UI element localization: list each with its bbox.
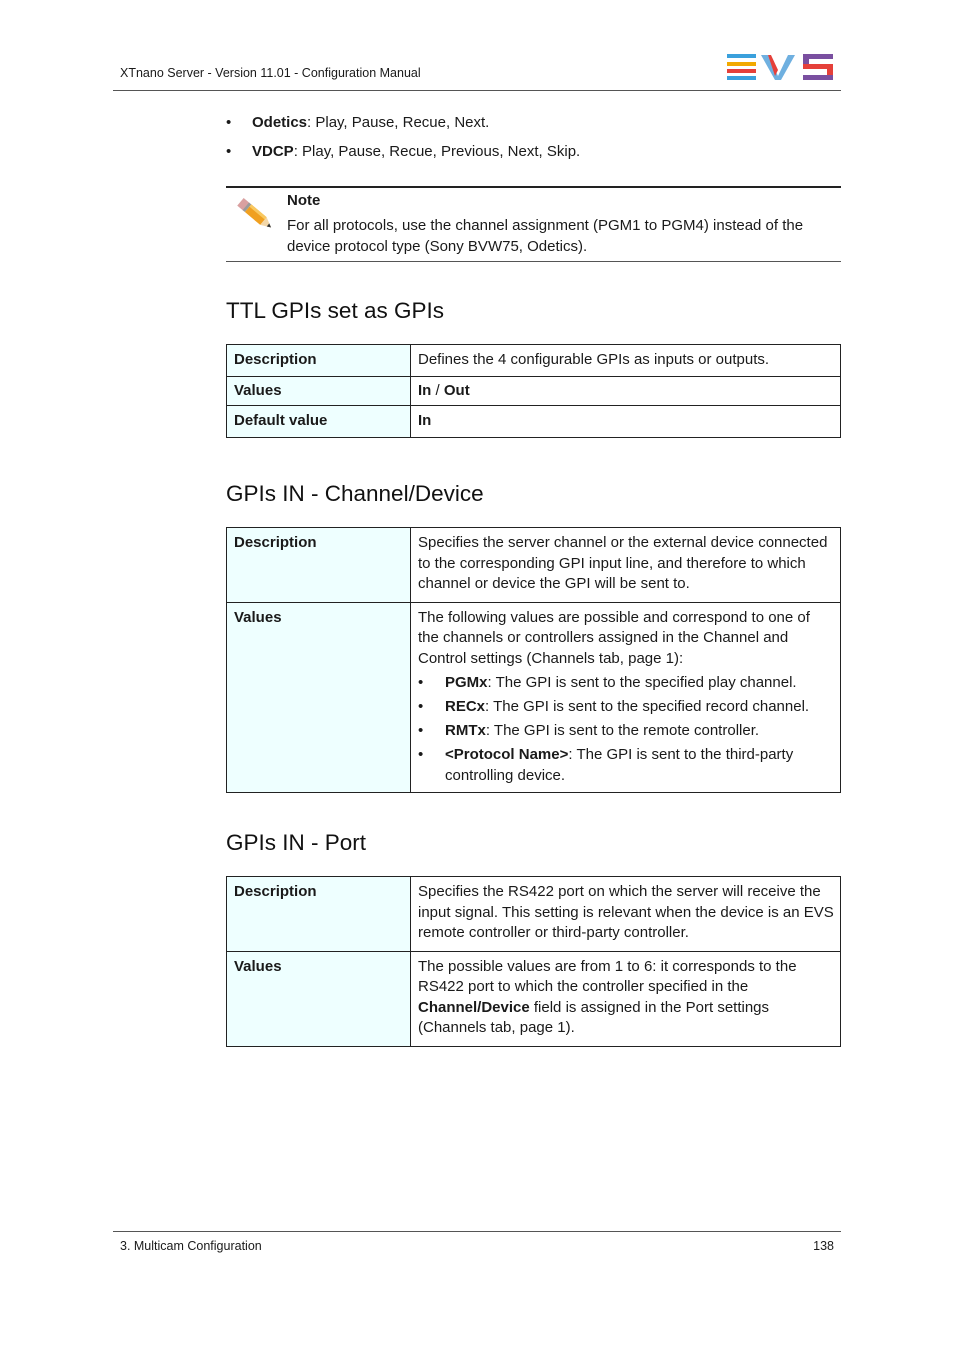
list-item: • PGMx: The GPI is sent to the specified play channel.: [418, 674, 797, 691]
row-label: Description: [227, 345, 411, 377]
protocol-list: [226, 113, 846, 171]
section-heading-gpis-in-port: GPIs IN - Port: [226, 830, 367, 855]
table-row: [227, 345, 841, 377]
chapter-label: 3. Multicam Configuration: [120, 1239, 262, 1253]
bullet-text: : Play, Pause, Recue, Next.: [307, 114, 490, 131]
values-intro: The following values are possible and correspond to one of the channels or controllers assigned in the Channel and Control settings (Channels tab, page 1):: [418, 608, 810, 667]
channel-device-table: [226, 527, 841, 793]
section-heading-ttl-gpis: TTL GPIs set as GPIs: [226, 298, 444, 323]
bullet: •: [226, 114, 232, 131]
list-item: • RECx: The GPI is sent to the specified record channel.: [418, 698, 810, 715]
note-box: [226, 186, 841, 262]
table-row: [227, 406, 841, 438]
table-row: [227, 376, 841, 406]
list-item: [226, 113, 846, 142]
row-value: In: [411, 406, 841, 438]
row-label: Description: [227, 528, 411, 603]
list-item: [226, 142, 846, 171]
table-row: [227, 951, 841, 1046]
header-rule: [113, 90, 841, 91]
row-value: The possible values are from 1 to 6: it corresponds to the RS422 port to which the controller specified in the Channel/Device field is assigned in the Port settings (Channels tab, page 1).: [411, 951, 841, 1046]
manual-title: XTnano Server - Version 11.01 - Configuration Manual: [120, 66, 421, 80]
pencil-icon: [232, 192, 278, 236]
bullet-term: VDCP: [252, 143, 294, 160]
bullet-text: : Play, Pause, Recue, Previous, Next, Skip.: [293, 143, 581, 160]
table-row: [227, 877, 841, 952]
evs-logo: [727, 54, 834, 81]
row-label: Values: [227, 602, 411, 793]
note-title: Note: [287, 192, 321, 209]
row-value: Specifies the RS422 port on which the server will receive the input signal. This setting is relevant when the device is an EVS remote controller or third-party controller.: [411, 877, 841, 952]
list-item: • <Protocol Name>: The GPI is sent to the third-party controlling device.: [418, 746, 794, 784]
row-label: Default value: [227, 406, 411, 438]
row-value: In / Out: [411, 376, 841, 406]
list-item: • RMTx: The GPI is sent to the remote controller.: [418, 722, 760, 739]
table-row: [227, 602, 841, 793]
bullet: •: [226, 143, 232, 160]
row-value: Defines the 4 configurable GPIs as inputs or outputs.: [411, 345, 841, 377]
port-table: [226, 876, 841, 1047]
row-label: Values: [227, 376, 411, 406]
values-list: [418, 673, 834, 786]
ttl-gpis-table: [226, 344, 841, 438]
section-heading-gpis-in-channel-device: GPIs IN - Channel/Device: [226, 481, 484, 506]
row-label: Description: [227, 877, 411, 952]
footer-rule: [113, 1231, 841, 1232]
row-label: Values: [227, 951, 411, 1046]
note-text: For all protocols, use the channel assignment (PGM1 to PGM4) instead of the device protocol type (Sony BVW75, Odetics).: [287, 217, 804, 255]
page-number: 138: [813, 1239, 834, 1253]
row-value: Specifies the server channel or the external device connected to the corresponding GPI input line, and therefore to which channel or device the GPI will be sent to.: [411, 528, 841, 603]
bullet-term: Odetics: [252, 114, 308, 131]
table-row: [227, 528, 841, 603]
row-value: [411, 602, 841, 793]
